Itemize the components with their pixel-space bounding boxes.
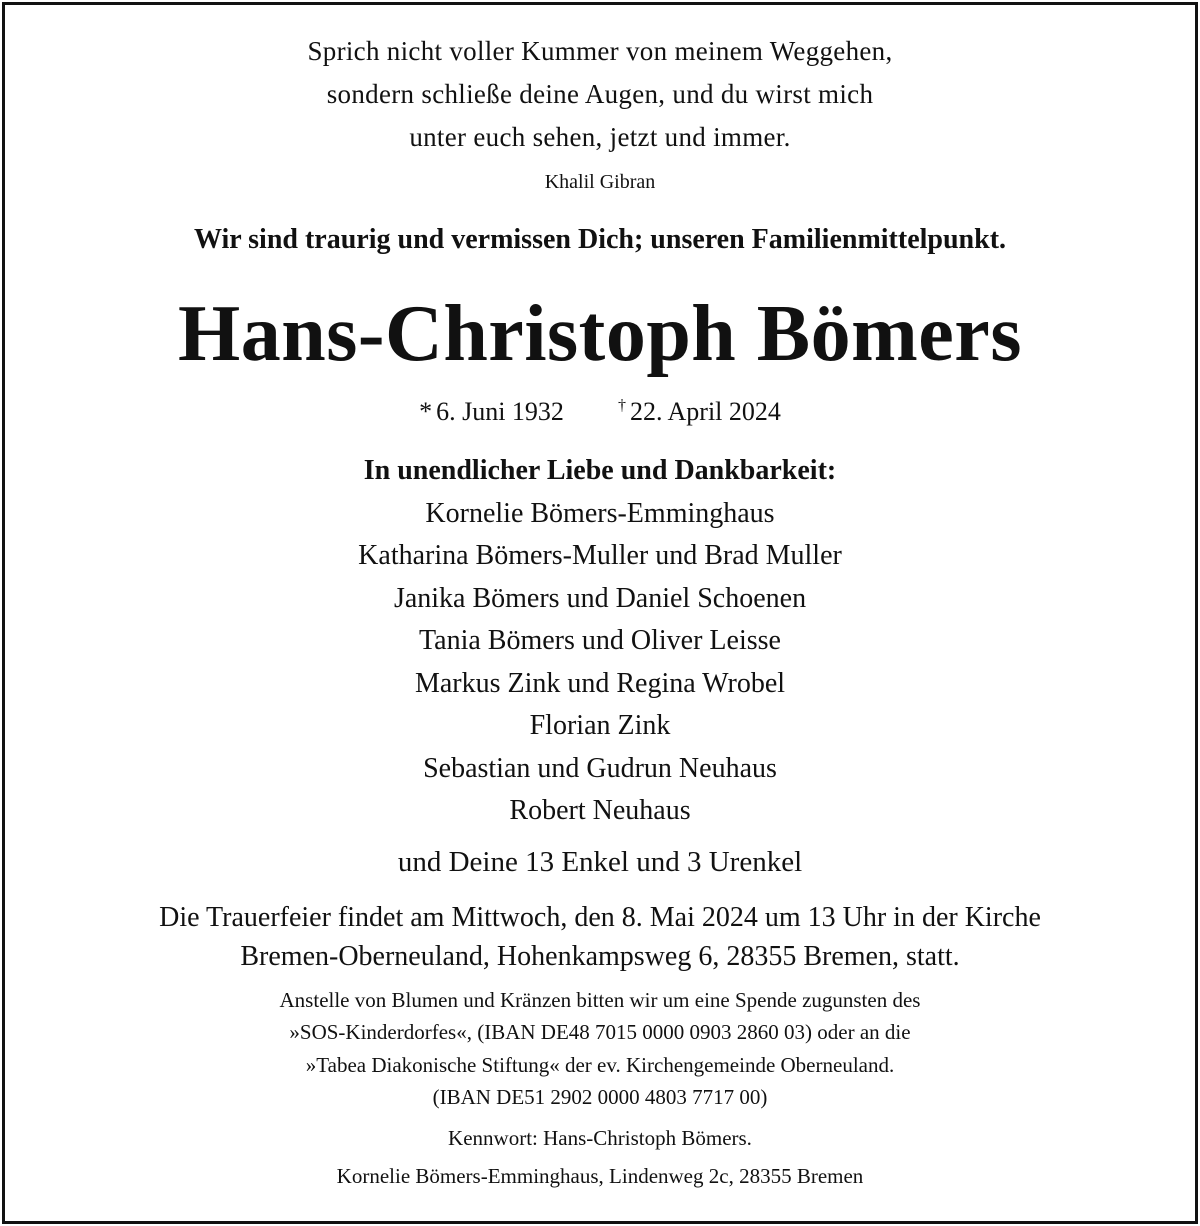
quote-line-1: Sprich nicht voller Kummer von meinem Weggehen, bbox=[307, 36, 893, 66]
mourner-name: Sebastian und Gudrun Neuhaus bbox=[423, 753, 777, 784]
donation-line-3: »Tabea Diakonische Stiftung« der ev. Kirchengemeinde Oberneuland. bbox=[305, 1053, 895, 1077]
quote-author: Khalil Gibran bbox=[544, 171, 656, 193]
mourner-name: Kornelie Bömers-Emminghaus bbox=[425, 498, 775, 529]
mourner-name: Katharina Bömers-Muller und Brad Muller bbox=[358, 540, 842, 571]
donation-line-4: (IBAN DE51 2902 0000 4803 7717 00) bbox=[432, 1085, 768, 1109]
birth-symbol: * bbox=[419, 397, 433, 426]
life-dates bbox=[0, 398, 1200, 425]
mourner-name: Tania Bömers und Oliver Leisse bbox=[419, 625, 781, 656]
headline: Wir sind traurig und vermissen Dich; unseren Familienmittelpunkt. bbox=[193, 224, 1007, 255]
deceased-name: Hans-Christoph Bömers bbox=[178, 290, 1022, 378]
mourner-name: Robert Neuhaus bbox=[509, 795, 691, 826]
mourner-name: Markus Zink und Regina Wrobel bbox=[414, 668, 786, 699]
donation-line-2: »SOS-Kinderdorfes«, (IBAN DE48 7015 0000 0903 2860 03) oder an die bbox=[289, 1020, 911, 1044]
quote-line-2: sondern schließe deine Augen, und du wirst mich bbox=[326, 79, 874, 109]
donation-line-1: Anstelle von Blumen und Kränzen bitten wir um eine Spende zugunsten des bbox=[279, 988, 921, 1012]
death-date: 22. April 2024 bbox=[629, 397, 781, 426]
mourners-heading: In unendlicher Liebe und Dankbarkeit: bbox=[363, 455, 837, 486]
service-line-1: Die Trauerfeier findet am Mittwoch, den 8. Mai 2024 um 13 Uhr in der Kirche bbox=[159, 902, 1041, 933]
donation-keyword: Kennwort: Hans-Christoph Bömers. bbox=[448, 1126, 752, 1150]
mourner-name: Janika Bömers und Daniel Schoenen bbox=[393, 583, 807, 614]
contact-address: Kornelie Bömers-Emminghaus, Lindenweg 2c, 28355 Bremen bbox=[336, 1164, 864, 1188]
quote-line-3: unter euch sehen, jetzt und immer. bbox=[409, 122, 791, 152]
service-line-2: Bremen-Oberneuland, Hohenkampsweg 6, 28355 Bremen, statt. bbox=[240, 941, 960, 972]
mourner-name: Florian Zink bbox=[529, 710, 671, 741]
grandchildren-line: und Deine 13 Enkel und 3 Urenkel bbox=[397, 846, 803, 878]
birth-date: 6. Juni 1932 bbox=[436, 397, 564, 426]
death-symbol: † bbox=[617, 397, 626, 414]
